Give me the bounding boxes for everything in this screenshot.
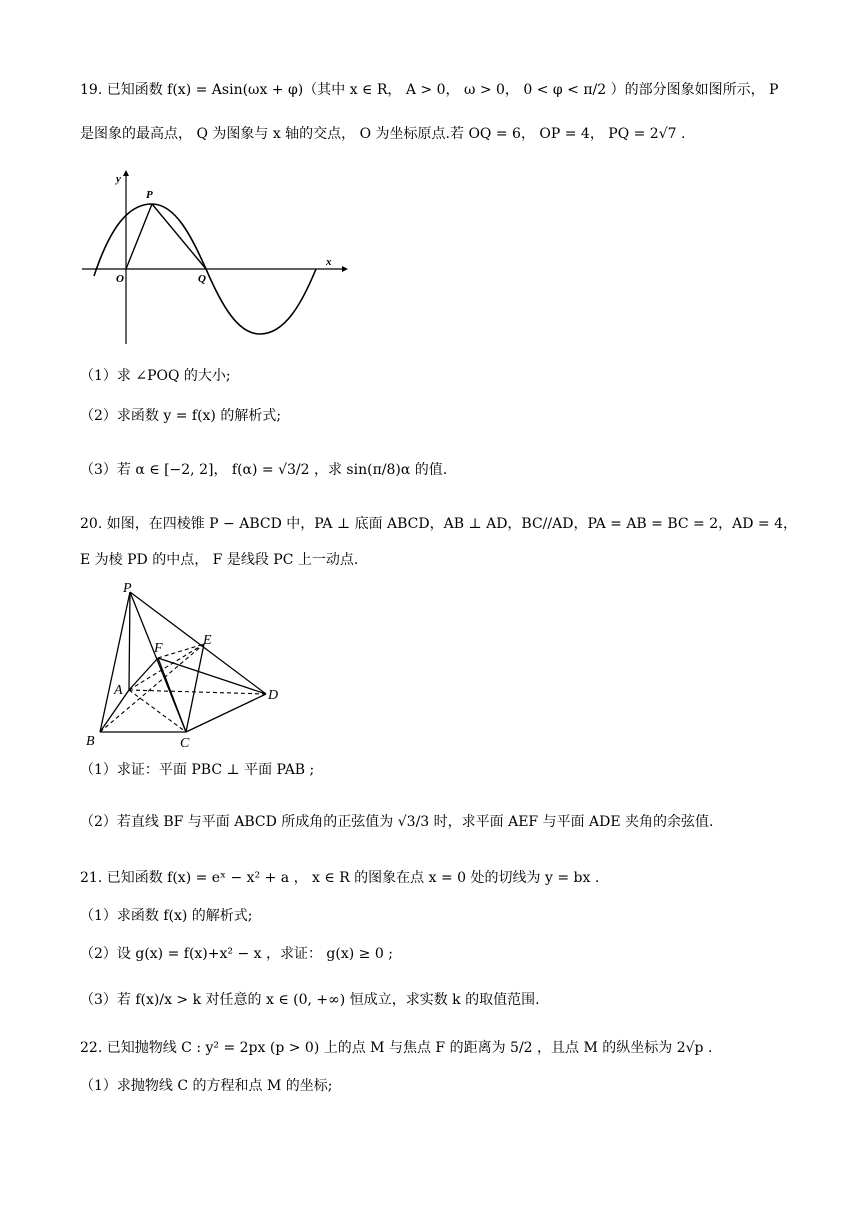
q20-stem-line1: 20. 如图，在四棱锥 P − ABCD 中，PA ⊥ 底面 ABCD，AB ⊥ AD，BC//AD，PA = AB = BC = 2，AD = 4，: [80, 516, 798, 532]
q19-stem-line2: 是图象的最高点， Q 为图象与 x 轴的交点， O 为坐标原点.若 OQ = 6， OP = 4， PQ = 2√7 .: [80, 126, 686, 142]
segment-pq: [152, 204, 206, 269]
q19-sub1: （1）求 ∠POQ 的大小;: [80, 368, 231, 384]
label-c: C: [180, 736, 190, 750]
q21-sub3: （3）若 f(x)/x > k 对任意的 x ∈ (0, +∞) 恒成立，求实数 k 的取值范围.: [80, 992, 540, 1008]
label-d: D: [268, 688, 279, 703]
label-p: P: [146, 189, 153, 201]
label-q: Q: [198, 273, 206, 285]
q20-pyramid-figure: [80, 578, 290, 750]
q21-sub2: （2）设 g(x) = f(x)+x² − x ，求证： g(x) ≥ 0 ;: [80, 946, 393, 962]
q21-sub1: （1）求函数 f(x) 的解析式;: [80, 908, 253, 924]
label-p: P: [123, 581, 132, 596]
q20-sub2: （2）若直线 BF 与平面 ABCD 所成角的正弦值为 √3/3 时，求平面 AEF 与平面 ADE 夹角的余弦值.: [80, 814, 714, 830]
label-a: A: [114, 683, 123, 698]
label-f: F: [154, 641, 163, 656]
q21-stem: 21. 已知函数 f(x) = eˣ − x² + a ， x ∈ R 的图象在点 x = 0 处的切线为 y = bx .: [80, 870, 600, 886]
q22-sub1: （1）求抛物线 C 的方程和点 M 的坐标;: [80, 1078, 333, 1094]
q19-sub2: （2）求函数 y = f(x) 的解析式;: [80, 408, 282, 424]
q19-stem-line1: 19. 已知函数 f(x) = Asin(ωx + φ)（其中 x ∈ R， A > 0， ω > 0， 0 < φ < π/2 ）的部分图象如图所示， P: [80, 82, 779, 98]
q22-stem: 22. 已知抛物线 C : y² = 2px (p > 0) 上的点 M 与焦点 F 的距离为 5/2 ，且点 M 的纵坐标为 2√p .: [80, 1040, 713, 1056]
segment-op: [126, 204, 152, 269]
q20-sub1: （1）求证：平面 PBC ⊥ 平面 PAB ;: [80, 762, 315, 778]
q20-stem-line2: E 为棱 PD 的中点， F 是线段 PC 上一动点.: [80, 552, 359, 568]
q19-sub3: （3）若 α ∈ [−2, 2]， f(α) = √3/2 ，求 sin(π/8)α 的值.: [80, 462, 448, 478]
y-axis-arrow: [123, 170, 129, 176]
q19-sine-figure: [80, 168, 350, 348]
x-axis-arrow: [342, 266, 348, 272]
label-y: y: [116, 173, 121, 185]
label-o: O: [116, 273, 124, 285]
label-x: x: [326, 256, 332, 268]
label-e: E: [203, 633, 212, 648]
label-b: B: [86, 734, 95, 749]
